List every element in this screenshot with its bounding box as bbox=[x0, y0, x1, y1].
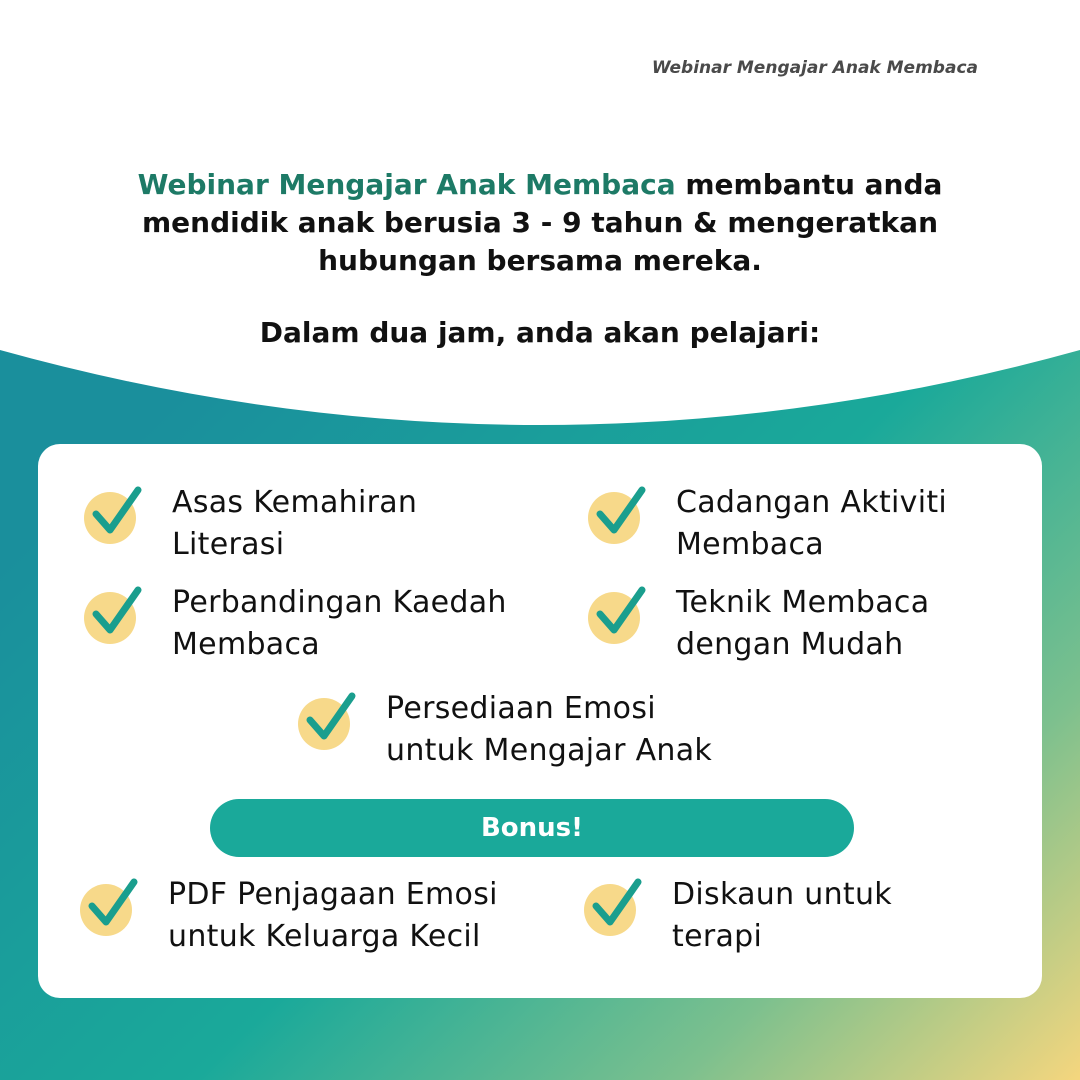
check-icon bbox=[82, 484, 144, 546]
item-line1: Cadangan Aktiviti bbox=[676, 485, 948, 520]
list-item bbox=[586, 482, 947, 566]
subhead: Dalam dua jam, anda akan pelajari: bbox=[259, 316, 821, 349]
list-item bbox=[82, 482, 417, 566]
check-icon bbox=[296, 690, 358, 752]
list-item bbox=[586, 582, 929, 666]
headline-line2: mendidik anak berusia 3 - 9 tahun & mengeratkan bbox=[141, 206, 939, 239]
item-line1: Teknik Membaca bbox=[676, 585, 930, 620]
brand-label: Webinar Mengajar Anak Membaca bbox=[651, 58, 978, 78]
headline-accent: Webinar Mengajar Anak Membaca bbox=[137, 168, 676, 201]
bonus-banner: Bonus! bbox=[210, 799, 854, 857]
item-line2: Membaca bbox=[676, 527, 824, 562]
learning-card bbox=[38, 444, 1042, 998]
headline-line1: membantu anda bbox=[675, 168, 943, 201]
headline bbox=[80, 166, 1000, 280]
item-line2: dengan Mudah bbox=[676, 627, 904, 662]
item-line2: untuk Mengajar Anak bbox=[386, 733, 713, 768]
check-icon bbox=[586, 484, 648, 546]
item-line2: Literasi bbox=[172, 527, 285, 562]
item-line2: untuk Keluarga Kecil bbox=[168, 919, 481, 954]
list-item bbox=[82, 582, 507, 666]
check-icon bbox=[582, 876, 644, 938]
check-icon bbox=[82, 584, 144, 646]
list-item bbox=[296, 688, 712, 772]
item-line2: Membaca bbox=[172, 627, 320, 662]
bonus-item bbox=[582, 874, 892, 958]
item-line1: Perbandingan Kaedah bbox=[172, 585, 507, 620]
item-line1: PDF Penjagaan Emosi bbox=[168, 877, 498, 912]
headline-line3: hubungan bersama mereka. bbox=[318, 244, 762, 277]
check-icon bbox=[586, 584, 648, 646]
check-icon bbox=[78, 876, 140, 938]
item-line2: terapi bbox=[672, 919, 763, 954]
item-line1: Asas Kemahiran bbox=[172, 485, 418, 520]
item-line1: Diskaun untuk bbox=[672, 877, 892, 912]
item-line1: Persediaan Emosi bbox=[386, 691, 656, 726]
bonus-item bbox=[78, 874, 498, 958]
